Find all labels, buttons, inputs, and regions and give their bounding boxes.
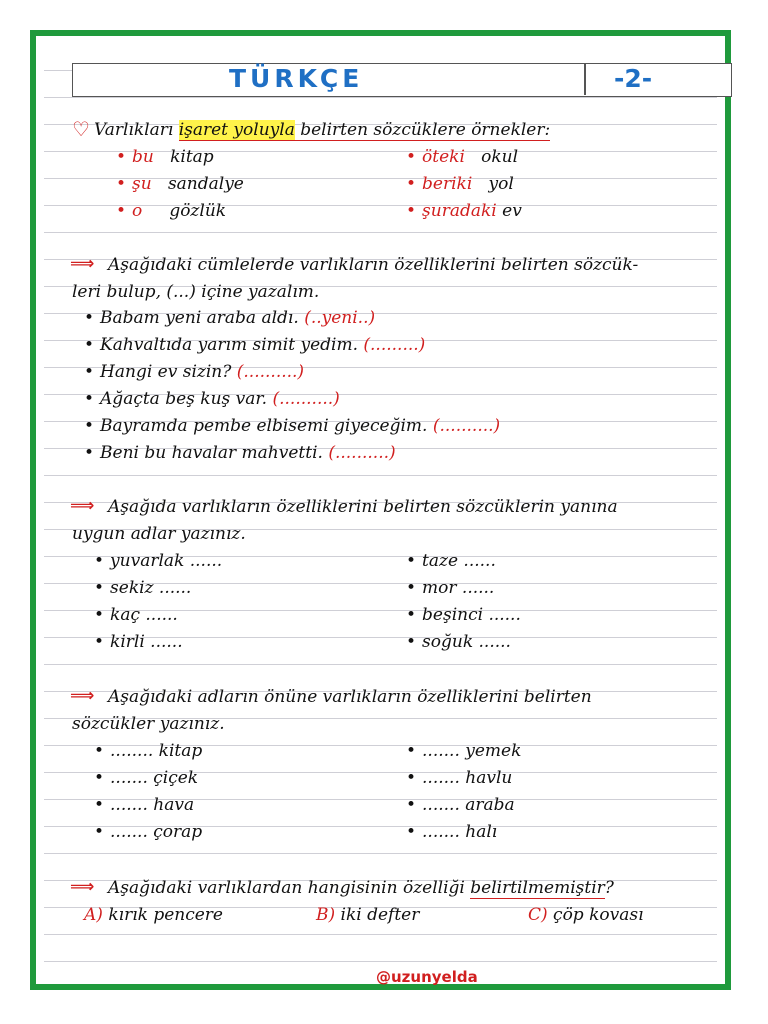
list-item: • şu sandalye [116, 174, 244, 194]
list-item: • ....... araba [406, 795, 515, 815]
lined-paper [44, 44, 717, 986]
list-item: • kaç ...... [94, 605, 178, 625]
list-item: • ....... hava [94, 795, 195, 815]
sentence-item: • Bayramda pembe elbisemi giyeceğim. (..........) [84, 416, 501, 436]
section3-title-line2: uygun adlar yazınız. [72, 524, 246, 544]
list-item: • ....... çiçek [94, 768, 199, 788]
list-item: • şuradaki ev [406, 201, 522, 221]
list-item: • ....... yemek [406, 741, 522, 761]
list-item: • taze ...... [406, 551, 496, 571]
list-item: • beşinci ...... [406, 605, 521, 625]
list-item: • soğuk ...... [406, 632, 511, 652]
sentence-item: • Hangi ev sizin? (..........) [84, 362, 305, 382]
sentence-item: • Kahvaltıda yarım simit yedim. (.........) [84, 335, 426, 355]
option-c: C) çöp kovası [528, 905, 644, 925]
section5-title: Aşağıdaki varlıklardan hangisinin özelliği belirtilmemiştir? [108, 878, 614, 898]
arrow-icon: ⟹ [70, 686, 95, 706]
sentence-item: • Beni bu havalar mahvetti. (..........) [84, 443, 396, 463]
list-item: • yuvarlak ...... [94, 551, 223, 571]
list-item: • sekiz ...... [94, 578, 192, 598]
list-item: • kirli ...... [94, 632, 183, 652]
list-item: • ....... halı [406, 822, 498, 842]
section2-title-line1: Aşağıdaki cümlelerde varlıkların özelliklerini belirten sözcük- [108, 255, 639, 275]
author-handle: @uzunyelda [376, 968, 478, 986]
list-item: • mor ...... [406, 578, 495, 598]
list-item: • bu kitap [116, 147, 214, 167]
page-frame [30, 30, 731, 990]
option-a: A) kırık pencere [84, 905, 223, 925]
section4-title-line1: Aşağıdaki adların önüne varlıkların özelliklerini belirten [108, 687, 592, 707]
sentence-item: • Ağaçta beş kuş var. (..........) [84, 389, 340, 409]
heart-icon: ♡ [72, 117, 90, 141]
section3-title-line1: Aşağıda varlıkların özelliklerini belirten sözcüklerin yanına [108, 497, 618, 517]
sentence-item: • Babam yeni araba aldı. (..yeni..) [84, 308, 376, 328]
arrow-icon: ⟹ [70, 877, 95, 897]
section2-title-line2: leri bulup, (...) içine yazalım. [72, 282, 320, 302]
page-title: TÜRKÇE [229, 64, 364, 93]
list-item: • beriki yol [406, 174, 514, 194]
list-item: • ....... havlu [406, 768, 513, 788]
list-item: • o gözlük [116, 201, 227, 221]
arrow-icon: ⟹ [70, 254, 95, 274]
section4-title-line2: sözcükler yazınız. [72, 714, 225, 734]
list-item: • öteki okul [406, 147, 519, 167]
list-item: • ........ kitap [94, 741, 203, 761]
arrow-icon: ⟹ [70, 496, 95, 516]
option-b: B) iki defter [316, 905, 420, 925]
header-divider [584, 63, 586, 95]
page-number: -2- [614, 64, 653, 93]
section1-title: Varlıkları işaret yoluyla belirten sözcüklere örnekler: [94, 120, 551, 140]
list-item: • ....... çorap [94, 822, 203, 842]
